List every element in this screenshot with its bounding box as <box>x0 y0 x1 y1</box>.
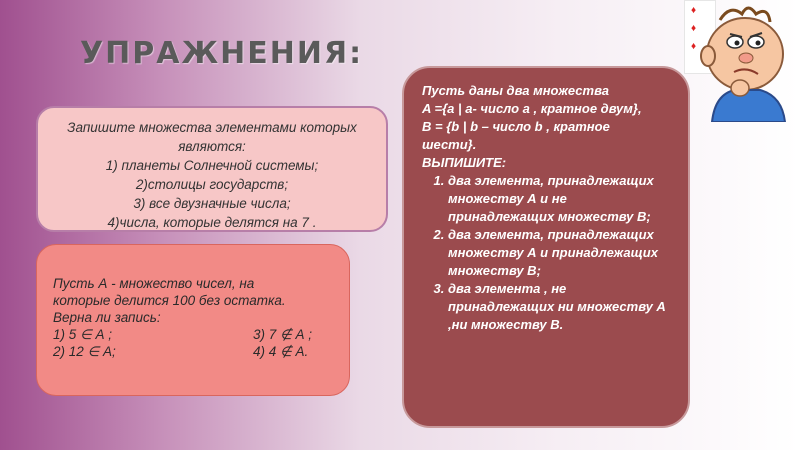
box1-line: 4)числа, которые делятся на 7 . <box>107 215 317 230</box>
box1-line: Запишите множества элементами которых <box>67 120 357 135</box>
card-suit-icon: ♦ <box>691 23 697 34</box>
box2-intro-line: Пусть А - множество чисел, на <box>53 276 255 291</box>
box1-line: 1) планеты Солнечной системы; <box>105 158 319 173</box>
box2-item-row <box>53 343 335 360</box>
box3-list <box>422 172 674 334</box>
card-suit-icon: ♦ <box>691 5 697 16</box>
box3-intro-line: шести}. <box>422 137 477 152</box>
slide-title: УПРАЖНЕНИЯ: <box>80 36 364 71</box>
box3-intro-line: A ={a | a- число а , кратное двум}, <box>422 101 642 116</box>
box3-intro-line: ВЫПИШИТЕ: <box>422 155 507 170</box>
box3-item: 3. два элемента , не принадлежащих ни множеству А ,ни множеству В. <box>448 280 674 334</box>
box2-intro-line: Верна ли запись: <box>53 310 161 325</box>
box2-item: 2) 12 ∈ А; <box>53 344 116 359</box>
card-suit-icon: ♦ <box>691 41 697 52</box>
thinking-boy-icon <box>690 2 800 122</box>
box2-item: 1) 5 ∈ А ; <box>53 327 113 342</box>
box3-intro-line: Пусть даны два множества <box>422 83 609 98</box>
box2-item-row <box>53 326 335 343</box>
box1-line: являются: <box>178 139 246 154</box>
task-box-1 <box>36 106 388 232</box>
box2-intro-line: которые делится 100 без остатка. <box>53 293 286 308</box>
box2-item: 3) 7 ∉ А ; <box>253 327 313 342</box>
box1-line: 3) все двузначные числа; <box>133 196 291 211</box>
box3-item: 1. два элемента, принадлежащих множеству А и не принадлежащих множеству В; <box>448 172 674 226</box>
box3-item: 2. два элемента, принадлежащих множеству А и принадлежащих множеству В; <box>448 226 674 280</box>
box3-intro-line: B = {b | b – число b , кратное <box>422 119 610 134</box>
task-box-2 <box>36 244 350 396</box>
task-box-3 <box>402 66 690 428</box>
box2-item: 4) 4 ∉ А. <box>253 344 309 359</box>
box1-line: 2)столицы государств; <box>135 177 289 192</box>
